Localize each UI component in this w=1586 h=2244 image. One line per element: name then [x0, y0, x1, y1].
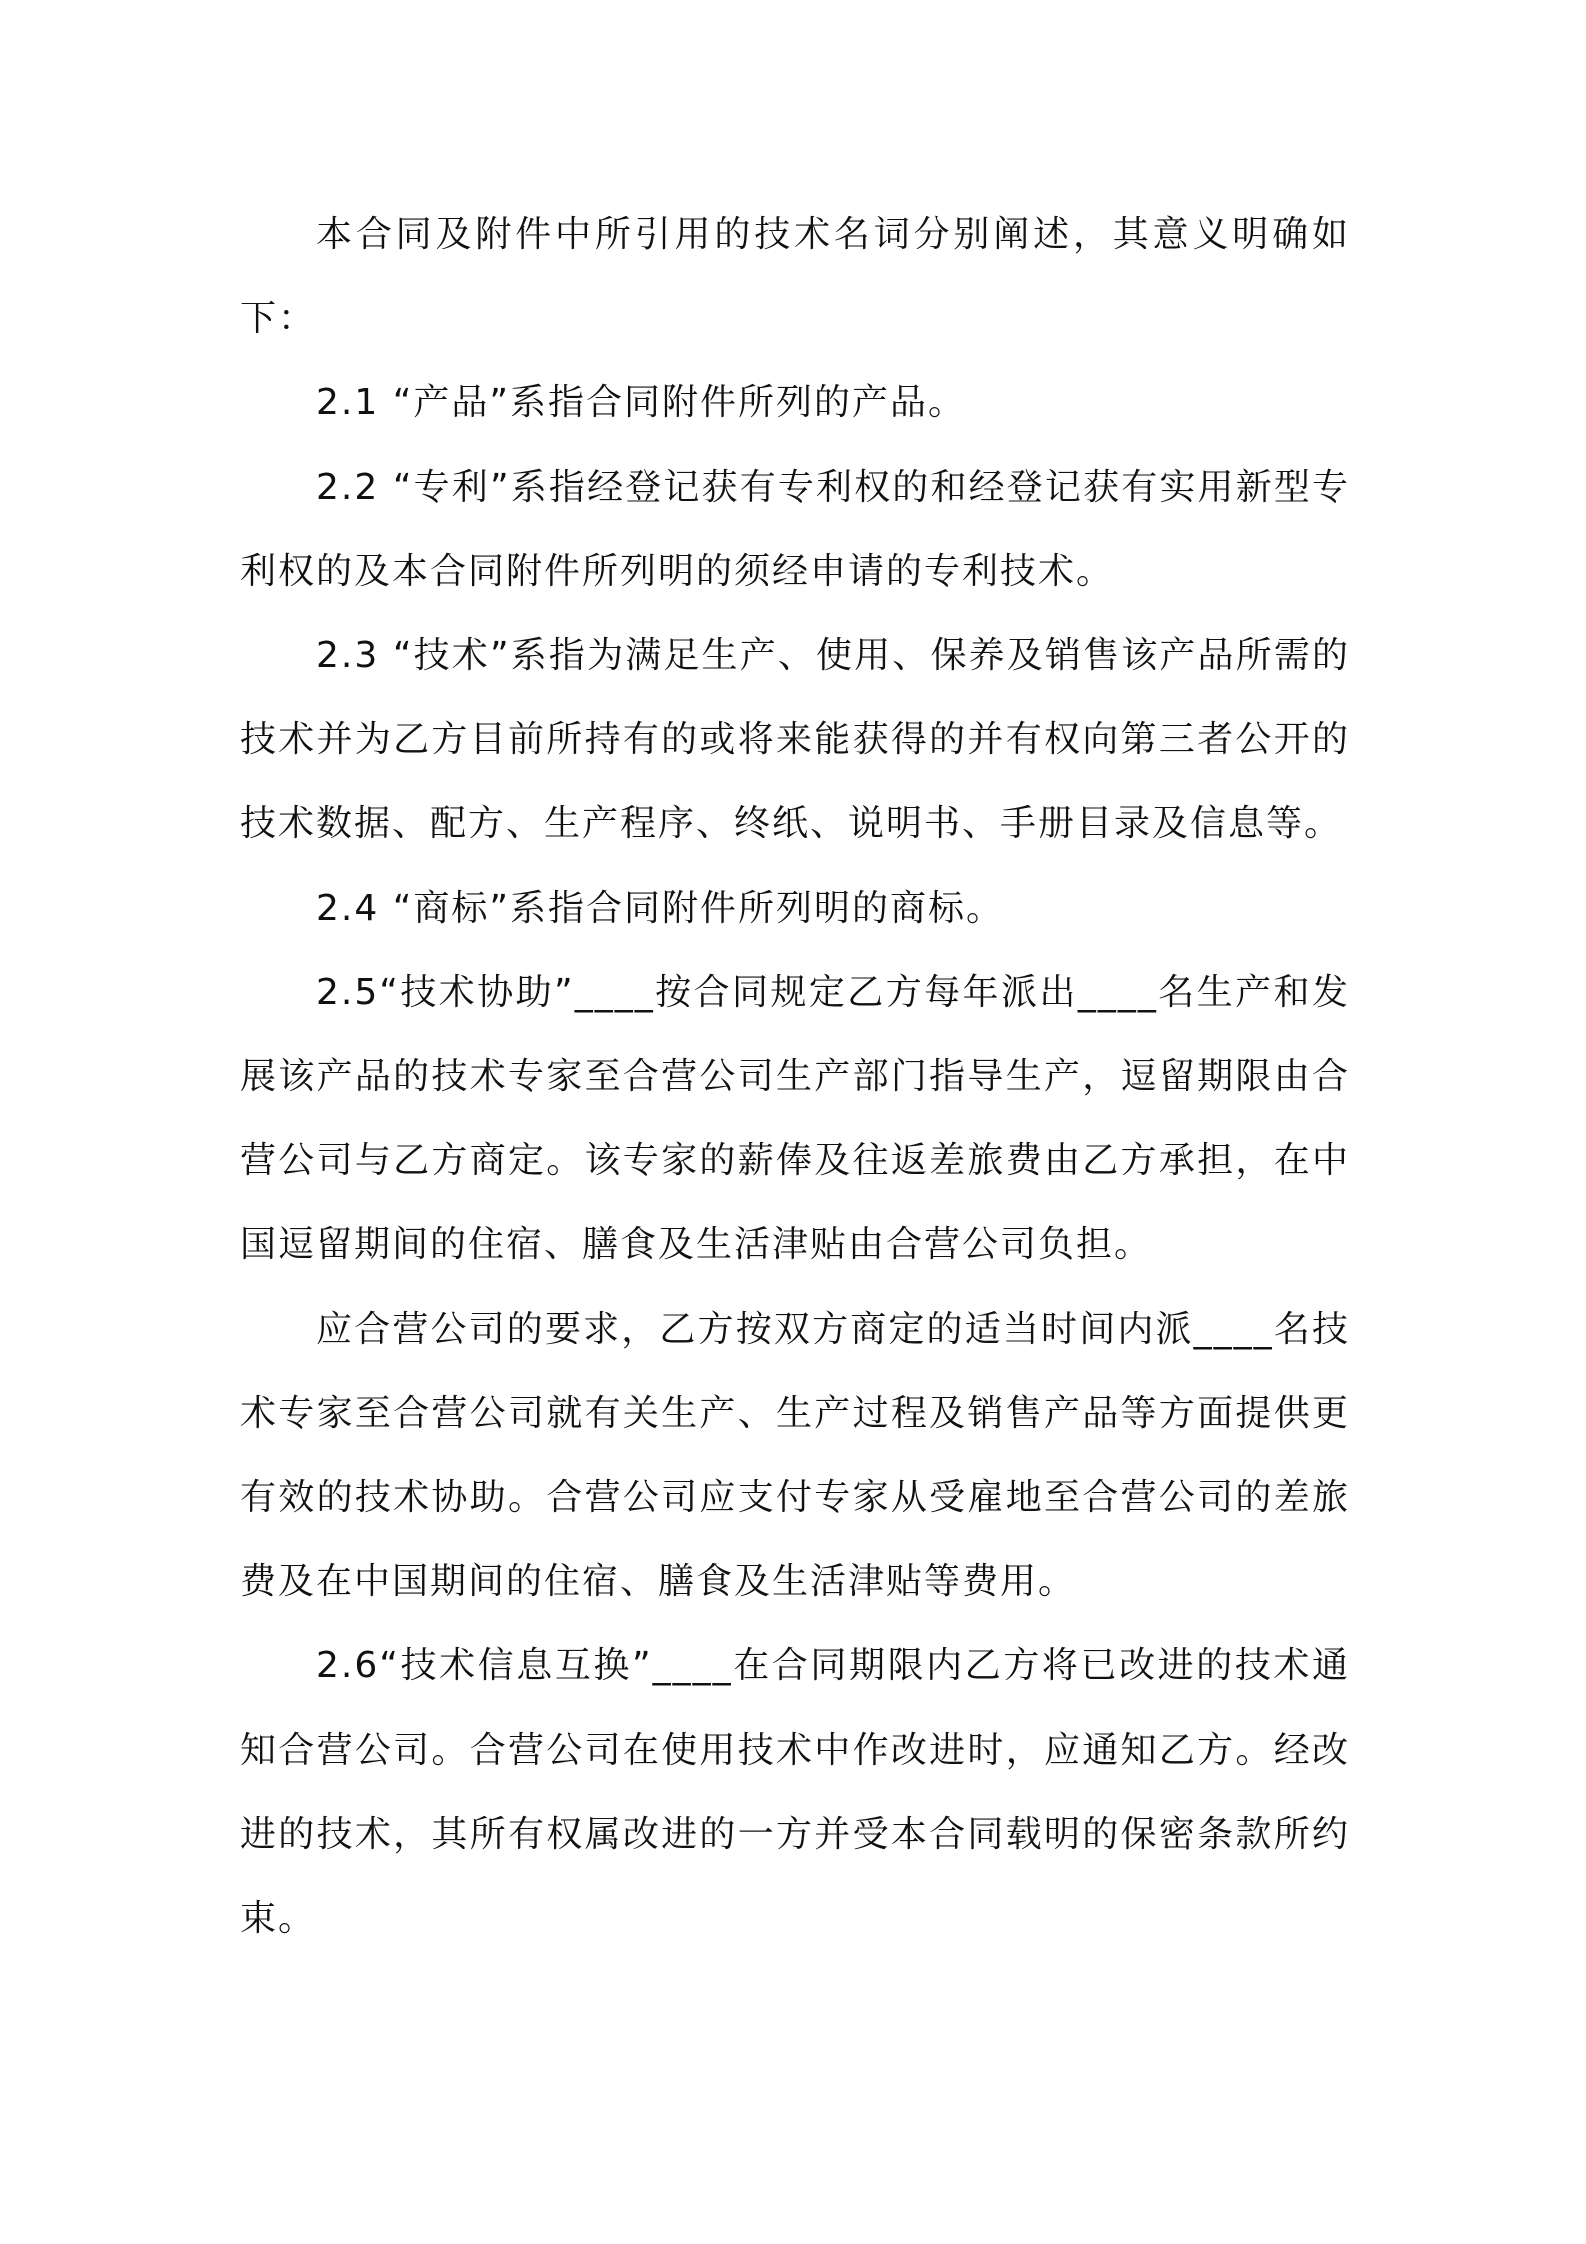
paragraph-2-2-patent: 2.2 “专利”系指经登记获有专利权的和经登记获有实用新型专利权的及本合同附件所列明的须经申请的专利技术。 — [240, 466, 1350, 592]
paragraph-2-3-technology: 2.3 “技术”系指为满足生产、使用、保养及销售该产品所需的技术并为乙方目前所持有的或将来能获得的并有权向第三者公开的技术数据、配方、生产程序、终纸、说明书、手册目录及信息等。 — [240, 635, 1350, 845]
paragraph-2-1-product: 2.1 “产品”系指合同附件所列的产品。 — [316, 382, 966, 424]
paragraph-2-5-additional-assistance: 应合营公司的要求，乙方按双方商定的适当时间内派____名技术专家至合营公司就有关生产、生产过程及销售产品等方面提供更有效的技术协助。合营公司应支付专家从受雇地至合营公司的差旅费及在中国期间的住宿、膳食及生活津贴等费用。 — [240, 1308, 1350, 1603]
document-body — [240, 193, 1350, 1961]
paragraph-2-6-information-exchange: 2.6“技术信息互换”____在合同期限内乙方将已改进的技术通知合营公司。合营公司在使用技术中作改进时，应通知乙方。经改进的技术，其所有权属改进的一方并受本合同载明的保密条款所约束。 — [240, 1645, 1350, 1940]
paragraph-2-4-trademark: 2.4 “商标”系指合同附件所列明的商标。 — [316, 887, 1004, 929]
paragraph-intro: 本合同及附件中所引用的技术名词分别阐述，其意义明确如下： — [240, 214, 1350, 340]
paragraph-2-5-technical-assistance: 2.5“技术协助”____按合同规定乙方每年派出____名生产和发展该产品的技术专家至合营公司生产部门指导生产，逗留期限由合营公司与乙方商定。该专家的薪俸及往返差旅费由乙方承担，在中国逗留期间的住宿、膳食及生活津贴由合营公司负担。 — [240, 971, 1350, 1266]
